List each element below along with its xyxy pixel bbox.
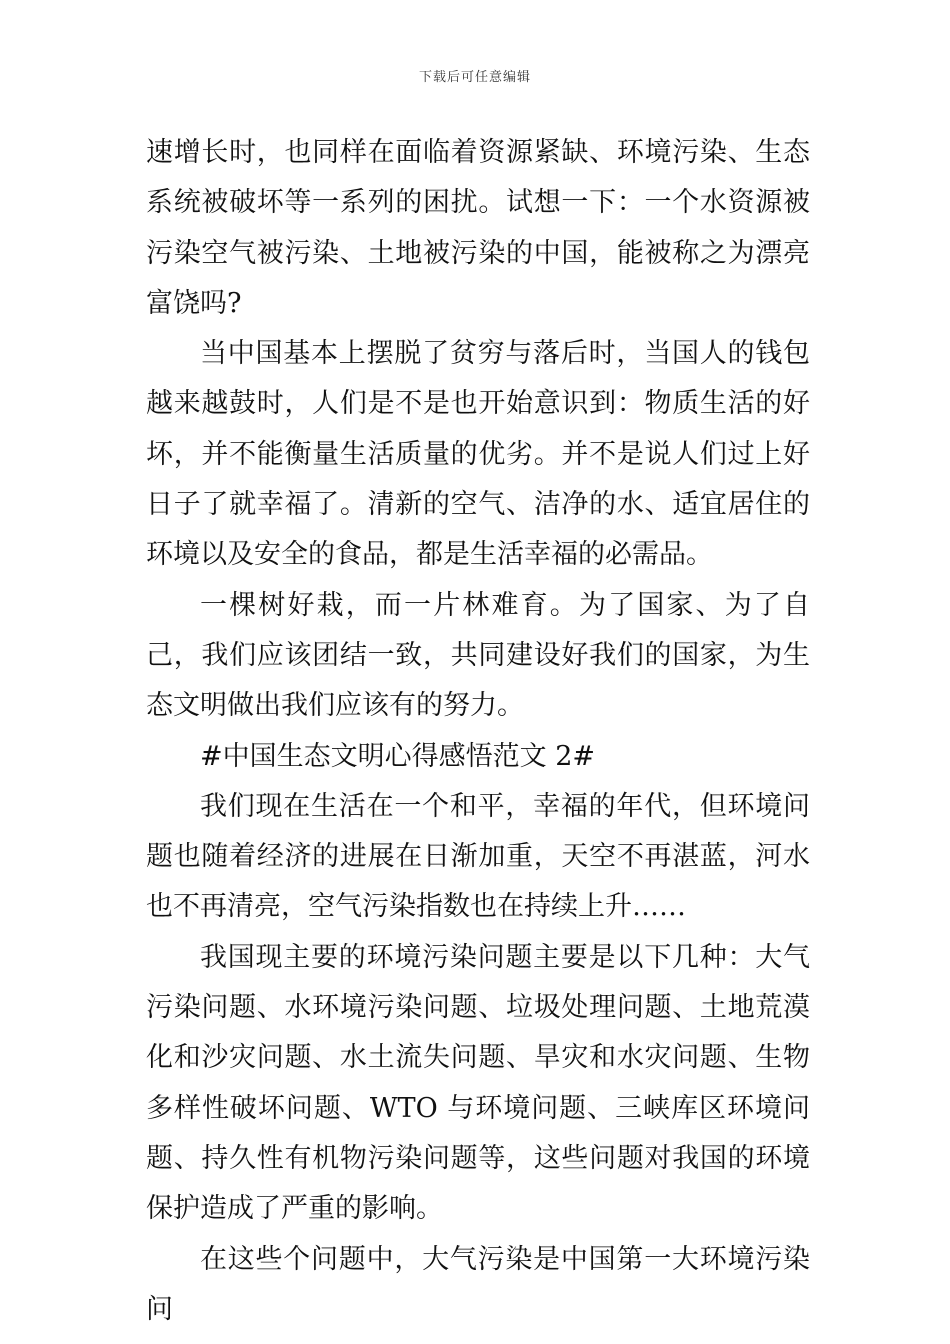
paragraph-5: 我国现主要的环境污染问题主要是以下几种：大气污染问题、水环境污染问题、垃圾处理问题、土地荒漠化和沙灾问题、水土流失问题、旱灾和水灾问题、生物多样性破坏问题、WTO 与环境问题、三峡库区环境问题、持久性有机物污染问题等，这些问题对我国的环境保护造成了严重的影响。 xyxy=(146,941,810,1225)
page-header: 下载后可任意编辑 xyxy=(418,70,531,85)
paragraph-3: 一棵树好栽，而一片林难育。为了国家、为了自己，我们应该团结一致，共同建设好我们的国家，为生态文明做出我们应该有的努力。 xyxy=(146,589,810,722)
section-heading: #中国生态文明心得感悟范文 2# xyxy=(200,740,596,772)
paragraph-6: 在这些个问题中，大气污染是中国第一大环境污染问 xyxy=(146,1243,810,1325)
paragraph-1: 速增长时，也同样在面临着资源紧缺、环境污染、生态系统被破坏等一系列的困扰。试想一下：一个水资源被污染空气被污染、土地被污染的中国，能被称之为漂亮富饶吗? xyxy=(146,137,810,319)
document-body xyxy=(146,128,810,1335)
paragraph-2: 当中国基本上摆脱了贫穷与落后时，当国人的钱包越来越鼓时，人们是不是也开始意识到：物质生活的好坏，并不能衡量生活质量的优劣。并不是说人们过上好日子了就幸福了。清新的空气、洁净的水、适宜居住的环境以及安全的食品，都是生活幸福的必需品。 xyxy=(146,338,810,571)
paragraph-4: 我们现在生活在一个和平，幸福的年代，但环境问题也随着经济的进展在日渐加重，天空不再湛蓝，河水也不再清亮，空气污染指数也在持续上升…… xyxy=(146,790,810,923)
